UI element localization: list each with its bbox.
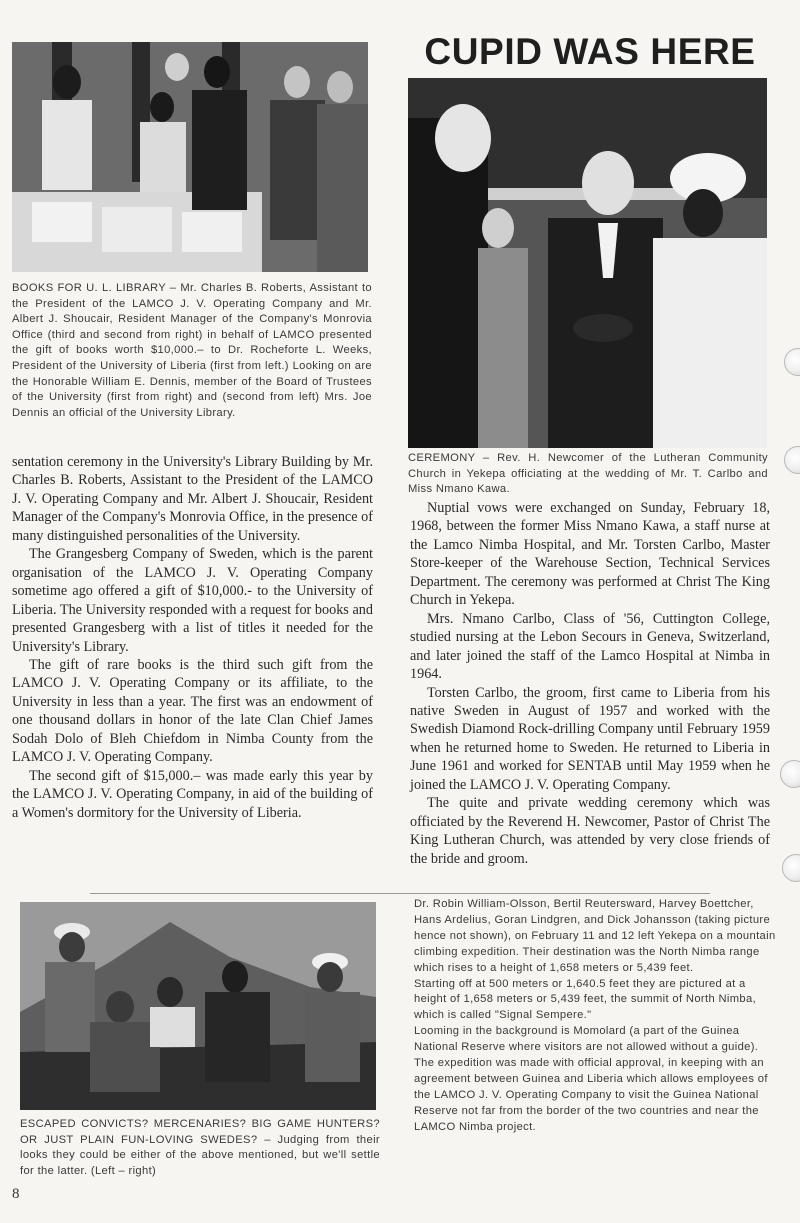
climbers-photo (20, 902, 376, 1110)
book-presentation-photo (12, 42, 368, 272)
book-story (12, 453, 373, 822)
climbers-story (414, 897, 778, 1136)
wedding-paragraph: Nuptial vows were exchanged on Sunday, February 18, 1968, between the former Miss Nmano Kawa, a staff nurse at the Lamco Nimba Hospital, and Mr. Torsten Carlbo, Master Store-keeper of the Warehouse Section, Technical Services Department. The ceremony was performed at Christ The King Church in Yekepa. (410, 500, 770, 609)
climbers-photo-caption: ESCAPED CONVICTS? MERCENARIES? BIG GAME HUNTERS? OR JUST PLAIN FUN-LOVING SWEDES? – Judging from their looks they could be either of the above mentioned, but we'll settle for the latter. (Left – right) (20, 1118, 380, 1177)
book-paragraph: The Grangesberg Company of Sweden, which is the parent organisation of the LAMCO J. V. Operating Company sometime ago offered a gift of $10,000.- to the University of Liberia. The University responded with a request for books and presented Grangesberg with a list of titles it needed for the University's Library. (12, 546, 373, 655)
wedding-paragraph: Mrs. Nmano Carlbo, Class of '56, Cuttington College, studied nursing at the Lebon Secours in Geneva, Switzerland, and later joined the staff of the Lamco Hospital at Nimba in 1964. (410, 610, 770, 683)
climbers-paragraph: Starting off at 500 meters or 1,640.5 feet they are pictured at a height of 1,658 meters or 5,439 feet, the summit of North Nimba, which is called "Signal Sempere." (414, 977, 757, 1022)
binder-hole-icon (780, 760, 800, 788)
headline: CUPID WAS HERE (424, 31, 756, 72)
climbers-paragraph: Looming in the background is Momolard (a part of the Guinea National Reserve where visitors are not allowed without a guide). (414, 1025, 759, 1054)
section-divider (90, 893, 710, 894)
wedding-photo (408, 78, 767, 448)
wedding-paragraph: The quite and private wedding ceremony which was officiated by the Reverend H. Newcomer, Pastor of Christ The King Lutheran Church, was attended by very close friends of the bride and groom. (410, 795, 770, 867)
climbers-paragraph: The expedition was made with official approval, in keeping with an agreement between Guinea and Liberia which allows employees of the LAMCO J. V. Operating Company to visit the Guinea National Reserve not far from the border of the two countries and near the LAMCO Nimba project. (414, 1057, 768, 1133)
climbers-paragraph: Dr. Robin William-Olsson, Bertil Reutersward, Harvey Boettcher, Hans Ardelius, Goran Lindgren, and Dick Johansson (taking picture hence not shown), on February 11 and 12 left Yekepa on a mountain climbing expedition. Their destination was the North Nimba range which rises to a height of 1,658 meters or 5,439 feet. (414, 898, 776, 974)
book-paragraph: The gift of rare books is the third such gift from the LAMCO J. V. Operating Company or its affiliate, to the University in less than a year. The first was an endowment of one thousand dollars in honor of the late Clan Chief James Sodah Dolo of Bleh Chiefdom in Nimba County from the LAMCO J. V. Operating Company. (12, 656, 373, 766)
book-paragraph: sentation ceremony in the University's Library Building by Mr. Charles B. Roberts, Assistant to the President of the LAMCO J. V. Operating Company and Mr. Albert J. Shoucair, Resident Manager of the Company's Monrovia Office, in the presence of many distinguished personalities of the University. (12, 454, 373, 544)
book-paragraph: The second gift of $15,000.– was made early this year by the LAMCO J. V. Operating Company, in aid of the building of a Women's dormitory for the University of Liberia. (12, 767, 373, 821)
wedding-story (410, 499, 770, 868)
binder-hole-icon (782, 854, 800, 882)
binder-hole-icon (784, 446, 800, 474)
page-number: 8 (12, 1186, 20, 1202)
book-photo-caption: BOOKS FOR U. L. LIBRARY – Mr. Charles B. Roberts, Assistant to the President of the LAMCO J. V. Operating Company and Mr. Albert J. Shoucair, Resident Manager of the Company's Monrovia Office (third and second from right) in behalf of LAMCO presented the gift of books worth $10,000.– to Dr. Rocheforte L. Weeks, President of the University of Liberia (first from left.) Looking on are the Honorable William E. Dennis, member of the Board of Trustees of the University (first from right) and (second from left) Mrs. Joe Dennis an official of the University Library. (12, 282, 372, 419)
binder-hole-icon (784, 348, 800, 376)
wedding-photo-caption: CEREMONY – Rev. H. Newcomer of the Lutheran Community Church in Yekepa officiating at the wedding of Mr. T. Carlbo and Miss Nmano Kawa. (408, 452, 768, 496)
wedding-paragraph: Torsten Carlbo, the groom, first came to Liberia from his native Sweden in August of 1957 and worked with the Swedish Diamond Rock-drilling Company until February 1959 when he returned home to Sweden. He returned to Liberia in June 1961 and worked for SENTAB until May 1959 when he joined the LAMCO J. V. Operating Company. (410, 684, 770, 793)
